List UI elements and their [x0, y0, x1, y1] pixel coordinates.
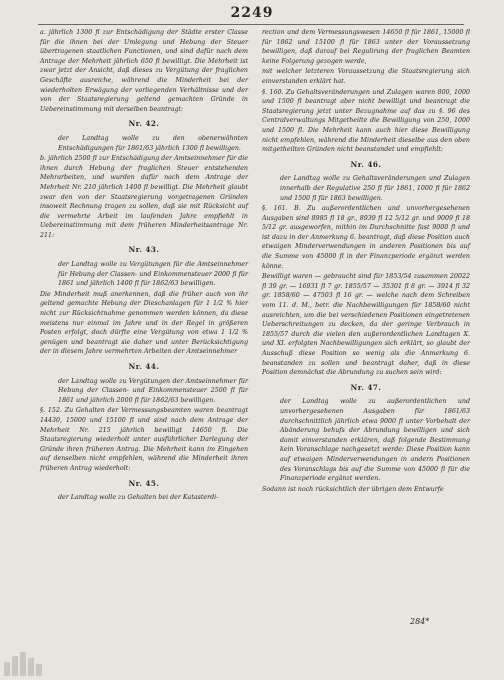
right-para-10: Sodann ist noch rücksichtlich der übrigen dem Entwurfe	[262, 485, 444, 493]
left-para-10: §. 152. Zu Gehalten der Vermessungsbeamten waren beantragt 14430, 15000 und 15100 fl und sind nach dem Antrage der Mehrheit Nr. 215 jährlich bewilligt 14650 fl. Die Staatsregierung wiederholt unter ausführlicher Darlegung der Gründe ihren früheren Antrag. Die Mehrheit kann im Eingehen auf denselben nicht empfehlen, während die Minderheit ihren früheren Antrag wiederholt:	[40, 407, 248, 472]
left-indent-3: der Landtag wolle zu den obenerwähnten Entschädigungen für 1861/63 jährlich 1300 fl bewilligen.	[58, 134, 248, 152]
left-para-1: a. jährlich 1300 fl zur Entschädigung der Städte erster Classe für die ihnen bei der Umlegung und Hebung der Steuer übertragenen staatlichen Functionen, und sind dafür nach dem Antrage der Mehrheit jährlich 650 fl bewilligt. Die Mehrheit ist zwar jetzt der Ansicht, daß dieses zu Vergütung der fraglichen Geschäfte ausreiche, während die Minderheit bei der wiederholten Erwägung der vorliegenden Verhältnisse und der von der Staatsregierung geltend gemachten Gründe in Uebereinstimmung mit derselben beantragt:	[40, 29, 248, 113]
left-indent-6: der Landtag wolle zu Vergütungen für die Amtseinnehmer für Hebung der Classen- und Einkommensteuer 2000 fl für 1861 und jährlich 1400 fl für 1862/63 bewilligen.	[58, 261, 248, 288]
left-heading-2: Nr. 42.	[128, 119, 160, 129]
page-number: 2249	[230, 5, 274, 21]
right-para-7: Bewilligt waren — gebraucht sind für 1853/54 zusammen 20022 fl 39 gr. — 16931 fl 7 gr. 1855/57 — 35301 fl 8 gr. — 3914 fl 32 gr. 1858/60 — 47503 fl 16 gr. — welche nach dem Schreiben vom 11. d. M., betr. die Nachbewilligungen für 1858/60 nicht ausreichten, um die bei verschiedenen Positionen eingetretenen Ueberschreitungen zu decken, da der geringe Verbrauch in 1855/57 durch die vielen den außerordentlichen Landtagen X. und XI. erfolgten Nachbewilligungen sich erklärt, so glaubt der Ausschuß diese Position so wenig als die Anmerkung 6. beanstanden zu sollen und beantragt daher, daß in diese Position demnächst die Abrundung zu suchen sein wird:	[262, 273, 470, 377]
left-indent-12: der Landtag wolle zu Gehalten bei der Katasterdi-	[58, 494, 219, 502]
right-para-6: §. 161. B. Zu außerordentlichen und unvorhergesehenen Ausgaben sind 8985 fl 18 gr., 8939 fl 12 5/12 gr. und 9009 fl 18 5/12 gr. ausgeworfen, mithin im Durchschnitte fast 9000 fl und ist dazu in der Anmerkung 6. beantragt, daß diese Position auch etwaigen Minderverwendungen in anderen Positionen bis auf die Summe von 45000 fl in der Finanzperiode ergänzt werden könne.	[262, 205, 470, 270]
right-para-1: rection und dem Vermessungswesen 14650 fl für 1861, 15000 fl für 1862 und 15100 fl für 1863 unter der Voraussetzung bewilligen, daß darauf bei Regulirung der fraglichen Beamten keine Folgerung gezogen werde,	[262, 29, 470, 65]
right-column	[262, 28, 470, 495]
left-indent-9: der Landtag wolle zu Vergütungen der Amtseinnehmer für Hebung der Classen- und Einkommensteuer 2500 fl für 1861 und jährlich 2000 fl für 1862/63 bewilligen.	[58, 377, 248, 404]
right-heading-4: Nr. 46.	[350, 159, 382, 169]
right-para-2: mit welcher letzteren Voraussetzung die Staatsregierung sich einverstanden erklärt hat.	[262, 68, 470, 85]
left-column	[40, 28, 248, 504]
right-indent-5: der Landtag wolle zu Gehaltsveränderungen und Zulagen innerhalb der Regulative 250 fl für 1861, 1000 fl für 1862 und 1500 fl für 1863 bewilligen.	[280, 175, 470, 202]
library-logo-icon	[4, 650, 44, 676]
left-heading-11: Nr. 45.	[128, 478, 160, 488]
left-para-7: Die Minderheit muß anerkennen, daß die früher auch von ihr geltend gemachte Hebung der Dieschanlagen für 1 1/2 % hier nicht zur Rücksichtnahme genommen werden können, da diese meistens nur einmal im Jahre und in der Regel in größeren Posten erfolgt, doch dürfte eine Vergütung von etwa 1 1/2 % genügen und beantragt sie daher und unter Berücksichtigung der in diesem Jahre vermehrten Arbeiten der Amtseinnehmer	[40, 290, 248, 356]
right-heading-8: Nr. 47.	[350, 382, 382, 392]
left-heading-5: Nr. 43.	[128, 245, 160, 255]
header-rule	[38, 24, 464, 25]
signature-mark: 284*	[410, 617, 430, 626]
left-heading-8: Nr. 44.	[128, 362, 160, 371]
right-indent-9: der Landtag wolle zu außerordentlichen und unvorhergesehenen Ausgaben für 1861/63 durchschnittlich jährlich etwa 9000 fl unter Vorbehalt der Abänderung behufs der Abrundung bewilligen und sich damit einverstanden erklären, daß folgende Bestimmung kein Voranschlage nachgesetzt werde: Diese Position kann auf etwaigen Minderverwendungen in andern Positionen des Voranschlags bis auf die Summe von 45000 fl für die Finanzperiode ergänzt werden.	[280, 398, 470, 483]
right-para-3: §. 160. Zu Gehaltsveränderungen und Zulagen waren 800, 1000 und 1500 fl beantragt aber nicht bewilligt und beantragt die Staatsregierung jetzt unter Bezugnahme auf das zu §. 96 des Centralverwaltungs Mitgetheilte die Bewilligung von 250, 1000 und 1500 fl. Die Mehrheit kann auch hier diese Bewilligung nicht empfehlen, während die Minderheit dieselbe aus den oben mitgetheilten Gründen nicht beanstandet und empfiehlt:	[262, 88, 470, 154]
left-para-4: b. jährlich 2500 fl zur Entschädigung der Amtseinnehmer für die ihnen durch Hebung der fraglichen Steuer entstehenden Mehrarbeiten, und wurden dafür nach dem Antrage der Mehrheit Nr. 210 jährlich 1400 fl bewilligt. Die Mehrheit glaubt zwar den von der Staatsregierung vorgetragenen Gründen insoweit Rechnung tragen zu sollen, daß sie mit Rücksicht auf die vermehrte Arbeit im laufenden Jahre empfiehlt in Uebereinstimmung mit dem früheren Minderheitsantrage Nr. 211:	[40, 155, 248, 239]
